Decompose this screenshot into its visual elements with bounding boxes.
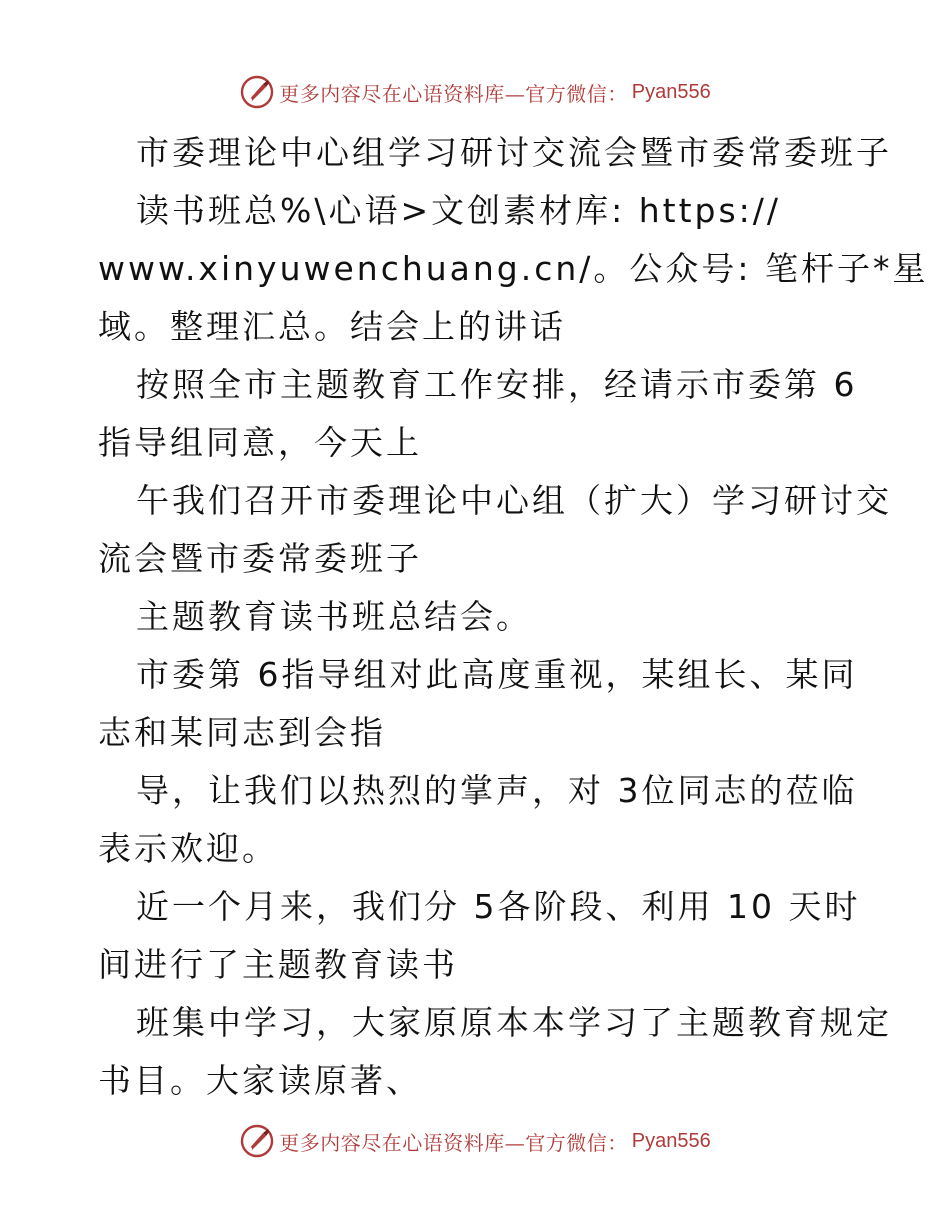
watermark-text: 更多内容尽在心语资料库—官方微信：: [279, 1130, 628, 1155]
text-line: 按照全市主题教育工作安排，经请示市委第 6: [136, 365, 858, 404]
header-watermark: [0, 72, 950, 112]
text-line: 午我们召开市委理论中心组（扩大）学习研讨交: [136, 481, 892, 520]
text-line: 市委第 6指导组对此高度重视，某组长、某同: [136, 655, 858, 694]
text-line: 指导组同意，今天上: [98, 423, 422, 462]
watermark-text: 更多内容尽在心语资料库—官方微信：: [279, 81, 628, 106]
watermark-wechat-id: Pyan556: [631, 80, 711, 103]
text-line: 表示欢迎。: [98, 829, 278, 868]
footer-watermark: [0, 1121, 950, 1161]
quill-circle-logo-icon: [239, 74, 275, 110]
text-line: 流会暨市委常委班子: [98, 539, 422, 578]
quill-circle-logo-icon: [239, 1123, 275, 1159]
document-body: [98, 124, 929, 1110]
text-line: 书目。大家读原著、: [98, 1061, 422, 1100]
text-line: 读书班总%\心语>文创素材库: https://: [136, 191, 782, 230]
text-line: www.xinyuwenchuang.cn/。公众号: 笔杆子*星: [98, 249, 929, 288]
text-line: 间进行了主题教育读书: [98, 945, 458, 984]
text-line: 班集中学习，大家原原本本学习了主题教育规定: [136, 1003, 892, 1042]
text-line: 域。整理汇总。结会上的讲话: [98, 307, 566, 346]
text-line: 主题教育读书班总结会。: [136, 597, 532, 636]
text-line: 近一个月来，我们分 5各阶段、利用 10 天时: [136, 887, 861, 926]
text-line: 志和某同志到会指: [98, 713, 386, 752]
watermark-wechat-id: Pyan556: [631, 1129, 711, 1152]
text-line: 导，让我们以热烈的掌声，对 3位同志的莅临: [136, 771, 858, 810]
text-line: 市委理论中心组学习研讨交流会暨市委常委班子: [136, 133, 892, 172]
